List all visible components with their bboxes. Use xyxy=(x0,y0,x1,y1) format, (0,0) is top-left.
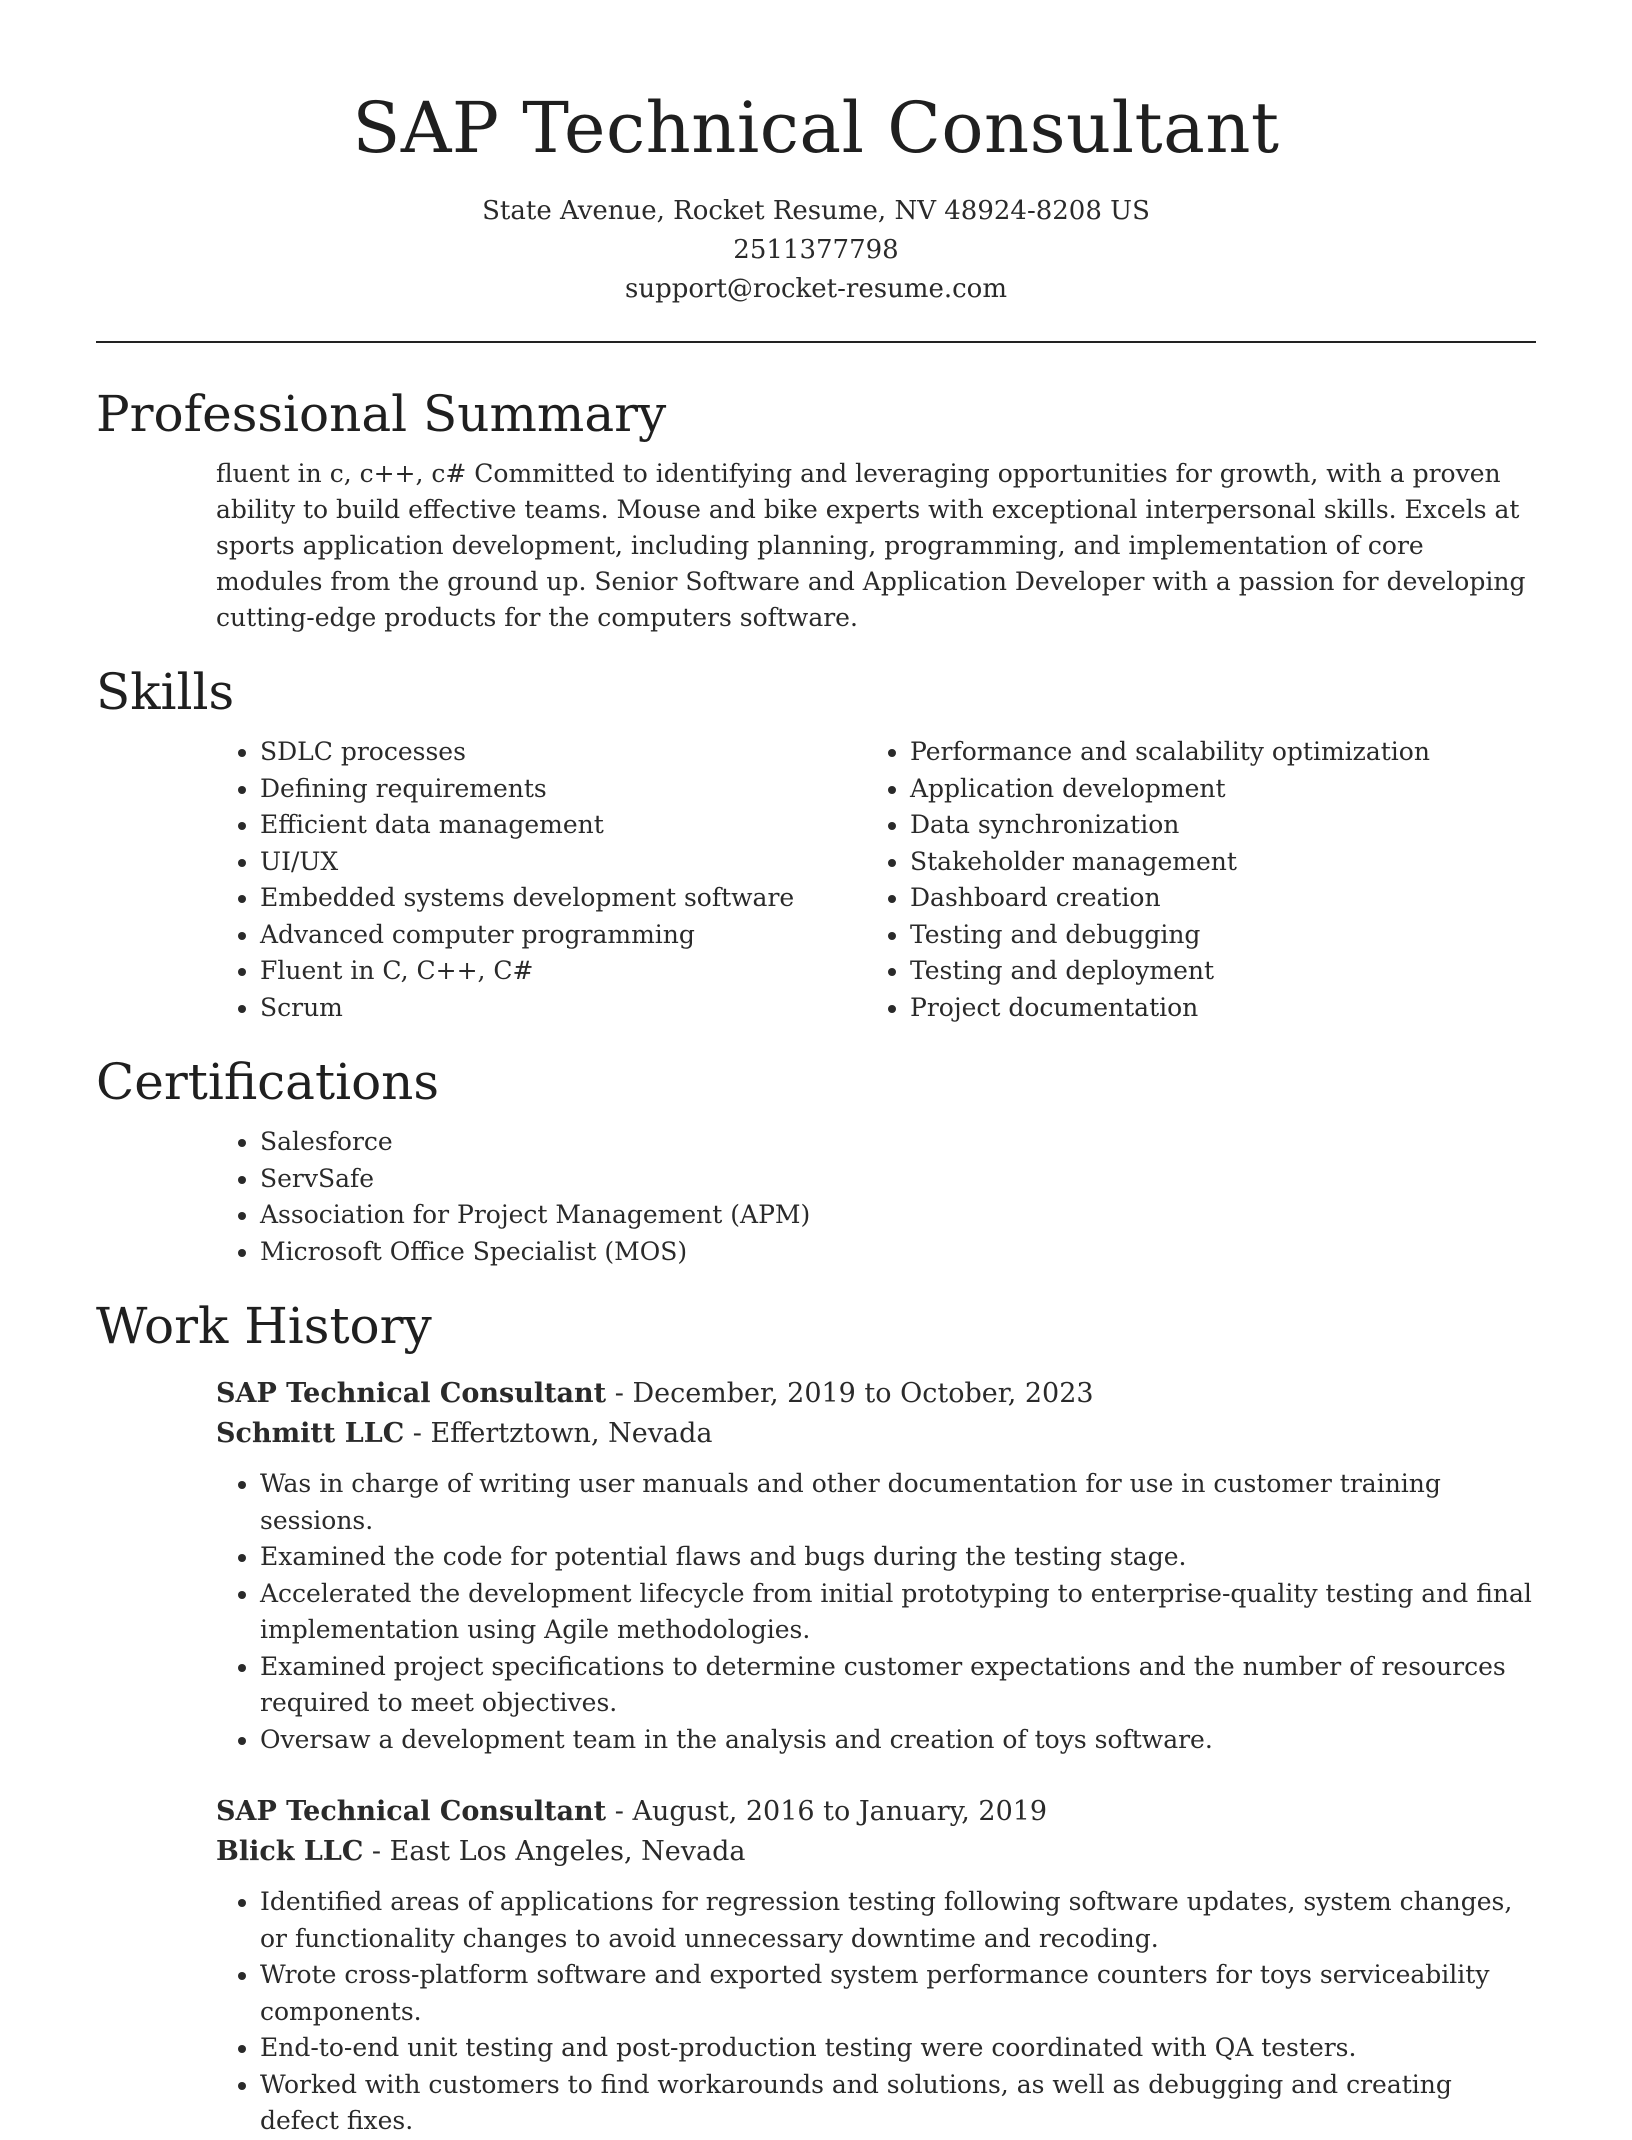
contact-info xyxy=(0,192,1632,309)
skills-list-right xyxy=(866,734,1516,1026)
summary-section xyxy=(96,380,1536,636)
certification-item: • Association for Project Management (APM) xyxy=(260,1197,1536,1234)
skill-item: • Scrum xyxy=(260,990,866,1027)
job-company-line xyxy=(216,1832,1536,1872)
summary-title: Professional Summary xyxy=(96,385,667,443)
email: support@rocket-resume.com xyxy=(624,274,1007,304)
skill-item: • Testing and deployment xyxy=(910,953,1516,990)
skill-item: • Efficient data management xyxy=(260,807,866,844)
address: State Avenue, Rocket Resume, NV 48924-8208 US xyxy=(482,196,1150,226)
job-bullet: • Examined project specifications to determine customer expectations and the number of resources required to meet objectives. xyxy=(260,1649,1536,1722)
skill-item: • Project documentation xyxy=(910,990,1516,1027)
skill-item: • Defining requirements xyxy=(260,771,866,808)
resume-header xyxy=(0,0,1632,309)
job-dates: - August, 2016 to January, 2019 xyxy=(606,1796,1048,1827)
certifications-title: Certifications xyxy=(96,1053,440,1111)
skills-columns xyxy=(216,734,1536,1026)
job-bullet: • Identified areas of applications for regression testing following software updates, system changes, or functionality changes to avoid unnecessary downtime and recoding. xyxy=(260,1884,1536,1957)
skill-item: • Embedded systems development software xyxy=(260,880,866,917)
skill-item: • Application development xyxy=(910,771,1516,808)
skills-title: Skills xyxy=(96,663,235,721)
skill-item: • Performance and scalability optimization xyxy=(910,734,1516,771)
skills-list-left xyxy=(216,734,866,1026)
skills-section xyxy=(96,658,1536,1026)
job-location: - East Los Angeles, Nevada xyxy=(363,1836,746,1867)
skill-item: • Data synchronization xyxy=(910,807,1516,844)
job-bullet: • Accelerated the development lifecycle from initial prototyping to enterprise-quality testing and final implementation using Agile methodologies. xyxy=(260,1576,1536,1649)
certifications-list xyxy=(216,1124,1536,1270)
job-title-line xyxy=(216,1374,1536,1414)
job-bullet: • Worked with customers to find workarounds and solutions, as well as debugging and creating defect fixes. xyxy=(260,2067,1536,2140)
job-title-line xyxy=(216,1792,1536,1832)
job-location: - Effertztown, Nevada xyxy=(404,1418,713,1449)
job-bullets xyxy=(216,1466,1536,1758)
job-bullet: • Oversaw a development team in the analysis and creation of toys software. xyxy=(260,1722,1536,1759)
job-company: Blick LLC xyxy=(216,1836,364,1867)
certification-item: • Salesforce xyxy=(260,1124,1536,1161)
job-bullets xyxy=(216,1884,1536,2140)
job-entry xyxy=(216,1792,1536,2140)
job-title: SAP Technical Consultant xyxy=(216,1796,607,1827)
job-entry xyxy=(216,1374,1536,1758)
summary-text: fluent in c, c++, c# Committed to identifying and leveraging opportunities for growth, with a proven ability to build effective teams. Mouse and bike experts with exceptional interpersonal skills. Excels at sports application development, including planning, programming, and implementation of core modules from the ground up. Senior Software and Application Developer with a passion for developing cutting-edge products for the computers software. xyxy=(216,459,1526,632)
certification-item: • Microsoft Office Specialist (MOS) xyxy=(260,1234,1536,1271)
job-bullet: • Examined the code for potential flaws and bugs during the testing stage. xyxy=(260,1539,1536,1576)
skill-item: • UI/UX xyxy=(260,844,866,881)
skill-item: • SDLC processes xyxy=(260,734,866,771)
skill-item: • Stakeholder management xyxy=(910,844,1516,881)
skill-item: • Dashboard creation xyxy=(910,880,1516,917)
job-bullet: • Wrote cross-platform software and exported system performance counters for toys serviceability components. xyxy=(260,1957,1536,2030)
job-company-line xyxy=(216,1414,1536,1454)
job-bullet: • End-to-end unit testing and post-production testing were coordinated with QA testers. xyxy=(260,2030,1536,2067)
candidate-name: SAP Technical Consultant xyxy=(352,87,1280,169)
job-dates: - December, 2019 to October, 2023 xyxy=(606,1378,1094,1409)
certification-item: • ServSafe xyxy=(260,1161,1536,1198)
resume-body xyxy=(96,380,1536,2140)
job-title: SAP Technical Consultant xyxy=(216,1378,607,1409)
job-bullet: • Was in charge of writing user manuals and other documentation for use in customer training sessions. xyxy=(260,1466,1536,1539)
certifications-section xyxy=(96,1048,1536,1270)
skill-item: • Advanced computer programming xyxy=(260,917,866,954)
phone: 2511377798 xyxy=(733,235,899,265)
skill-item: • Fluent in C, C++, C# xyxy=(260,953,866,990)
work-history-title: Work History xyxy=(96,1297,432,1355)
skill-item: • Testing and debugging xyxy=(910,917,1516,954)
work-history-section xyxy=(96,1292,1536,2140)
job-company: Schmitt LLC xyxy=(216,1418,405,1449)
header-divider xyxy=(96,341,1536,343)
